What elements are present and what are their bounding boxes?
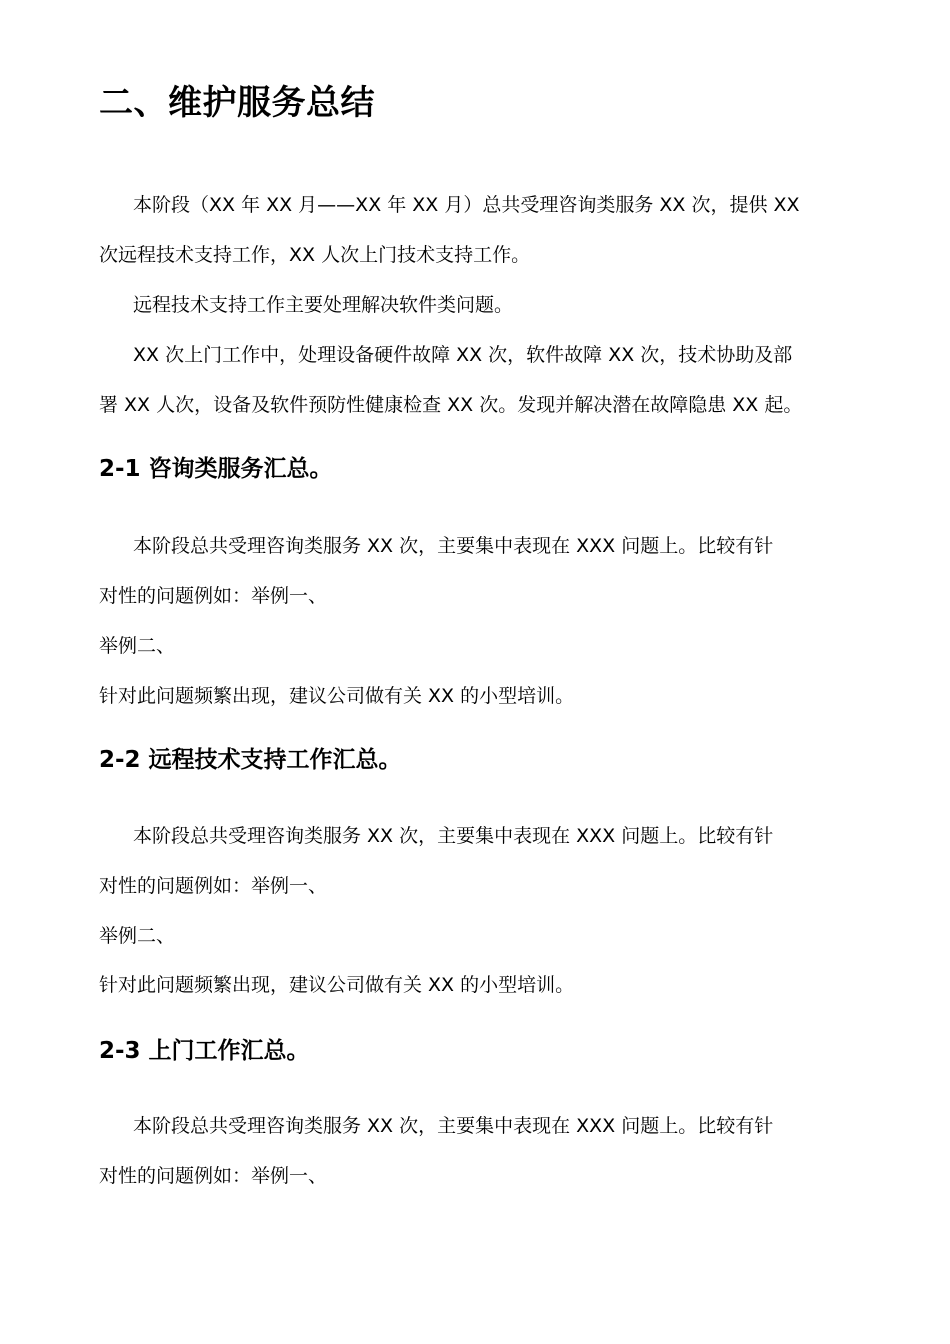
section-line: 本阶段总共受理咨询类服务 XX 次，主要集中表现在 XXX 问题上。比较有针 (133, 825, 774, 847)
intro-line: 次远程技术支持工作，XX 人次上门技术支持工作。 (99, 244, 531, 266)
section-heading: 2-2 远程技术支持工作汇总。 (99, 747, 402, 773)
section-heading: 2-1 咨询类服务汇总。 (99, 456, 333, 482)
section-line: 举例二、 (99, 925, 176, 947)
intro-line: 署 XX 人次，设备及软件预防性健康检查 XX 次。发现并解决潜在故障隐患 XX 起。 (99, 394, 803, 416)
section-line: 针对此问题频繁出现，建议公司做有关 XX 的小型培训。 (99, 685, 575, 707)
intro-line: XX 次上门工作中，处理设备硬件故障 XX 次，软件故障 XX 次，技术协助及部 (133, 344, 793, 366)
section-line: 本阶段总共受理咨询类服务 XX 次，主要集中表现在 XXX 问题上。比较有针 (133, 1115, 774, 1137)
section-line: 举例二、 (99, 635, 176, 657)
intro-line: 本阶段（XX 年 XX 月——XX 年 XX 月）总共受理咨询类服务 XX 次，提供 XX (133, 194, 800, 216)
section-line: 本阶段总共受理咨询类服务 XX 次，主要集中表现在 XXX 问题上。比较有针 (133, 535, 774, 557)
section-line: 对性的问题例如：举例一、 (99, 875, 328, 897)
intro-line: 远程技术支持工作主要处理解决软件类问题。 (133, 294, 514, 316)
section-heading: 2-3 上门工作汇总。 (99, 1038, 310, 1064)
section-line: 对性的问题例如：举例一、 (99, 1165, 328, 1187)
page-title: 二、维护服务总结 (99, 83, 375, 123)
section-line: 对性的问题例如：举例一、 (99, 585, 328, 607)
section-line: 针对此问题频繁出现，建议公司做有关 XX 的小型培训。 (99, 974, 575, 996)
